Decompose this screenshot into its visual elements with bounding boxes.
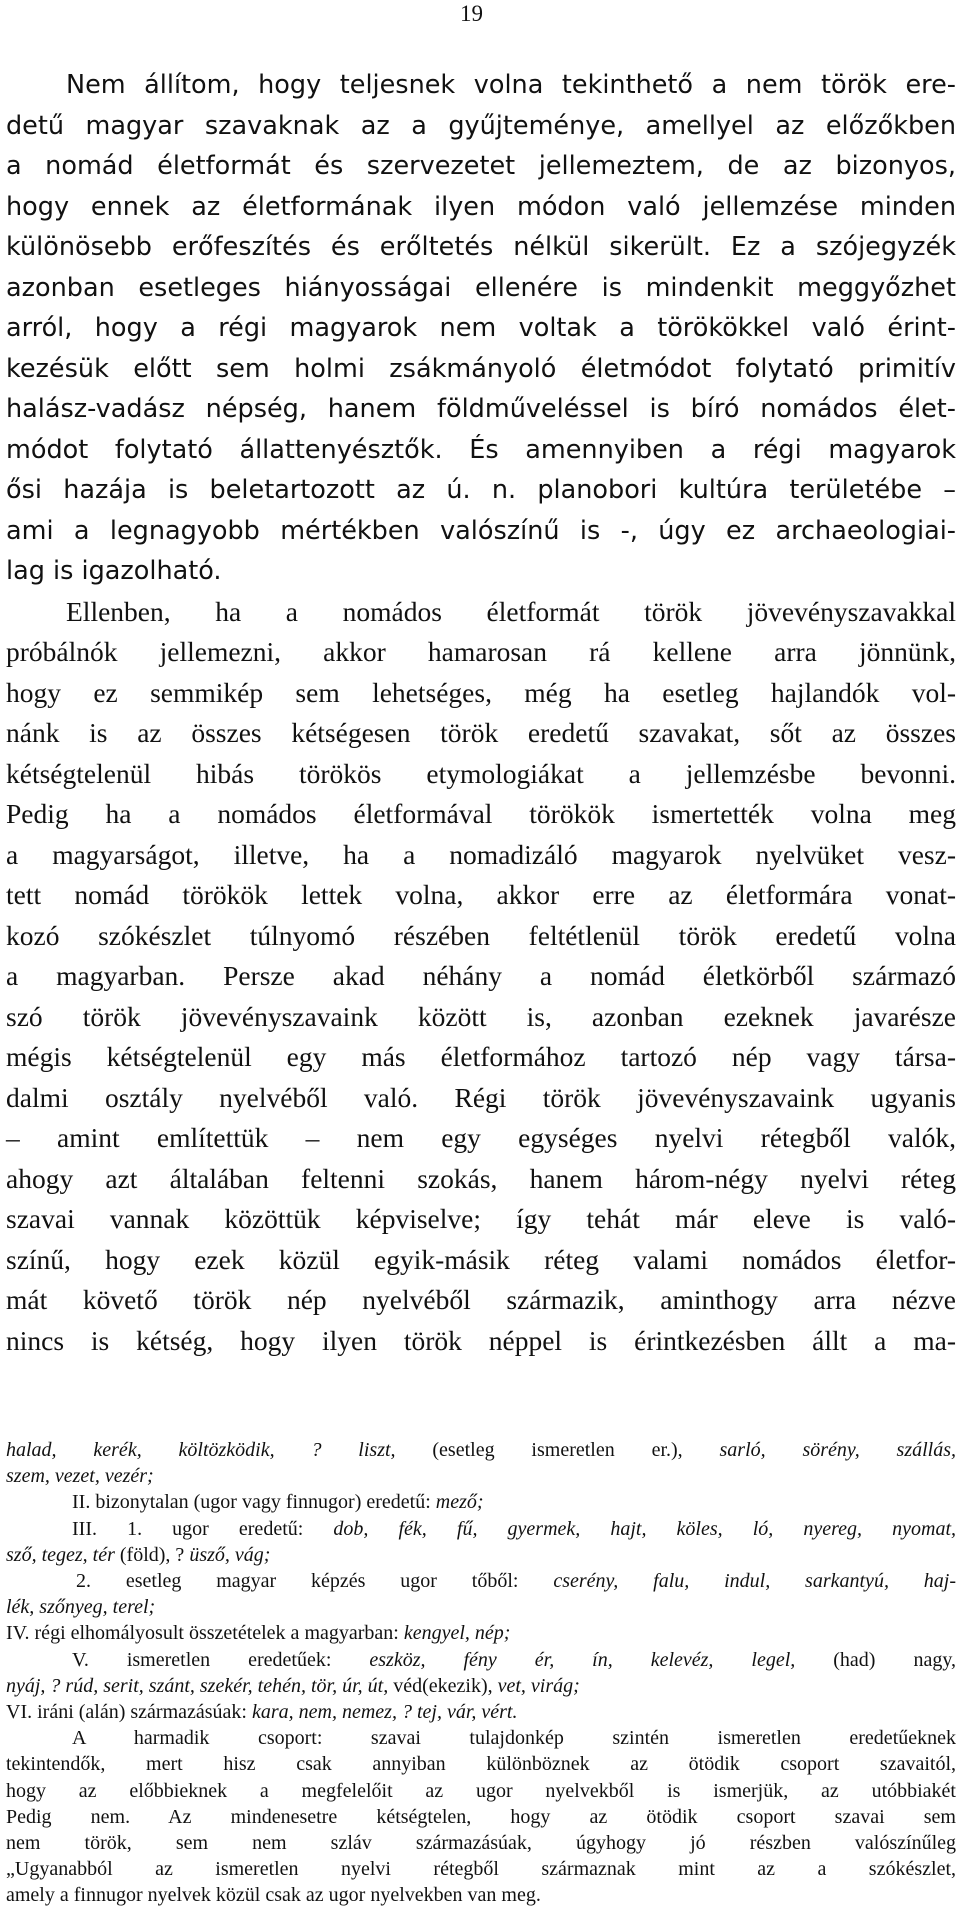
footnote-line [6, 1620, 956, 1646]
text-line: tett nomád törökök lettek volna, akkor erre az életformára vonat- [6, 879, 956, 910]
footnote-italic: kengyel, nép; [403, 1622, 511, 1645]
footnote-line: tekintendők, mert hisz csak annyiban különböznek az ötödik csoport szavaitól, [6, 1753, 956, 1776]
text-line: próbálnók jellemezni, akkor hamarosan rá kellene arra jönnünk, [6, 636, 956, 667]
text-line: ősi hazája is beletartozott az ú. n. planobori kultúra területébe – [6, 475, 956, 505]
text-line: nincs is kétség, hogy ilyen török néppel is érintkezésben állt a ma- [6, 1324, 956, 1356]
footnote-line [6, 1673, 956, 1699]
footnote-line: amely a finnugor nyelvek közül csak az ugor nyelvekben van meg. [6, 1884, 541, 1907]
text-line: hogy ez semmikép sem lehetséges, még ha esetleg hajlandók vol- [6, 676, 956, 708]
footnote-text: II. bizonytalan (ugor vagy finnugor) eredetű: [72, 1491, 431, 1514]
main-text [6, 65, 956, 1361]
footnote-line [6, 1516, 956, 1542]
footnote-italic: eszköz, fény ér, ín, kelevéz, legel, [369, 1648, 796, 1671]
footnote-text: VI. iráni (alán) származásúak: [6, 1701, 247, 1724]
footnote-italic: nyáj, ? rúd, serit, szánt, szekér, tehén, tör, úr, út, [6, 1674, 389, 1697]
text-line: szó török jövevényszavaink között is, azonban ezeknek javarésze [6, 1000, 956, 1032]
text-line: ahogy azt általában feltenni szokás, hanem három-négy nyelvi réteg [6, 1162, 956, 1194]
text-line: Nem állítom, hogy teljesnek volna tekinthető a nem török ere- [66, 70, 956, 100]
footnote-italic: lék, szőnyeg, terel; [6, 1596, 156, 1619]
text-line: kétségtelenül hibás törökös etymologiákat a jellemzésbe bevonni. [6, 757, 956, 789]
text-line: kozó szókészlet túlnyomó részében feltétlenül török eredetű volna [6, 919, 956, 951]
footnote-italic: cserény, falu, indul, sarkantyú, haj- [553, 1570, 957, 1593]
text-line: azonban esetleges hiányosságai ellenére is mindenkit meggyőzhet [6, 272, 956, 303]
text-line: a nomád életformát és szervezetet jellemeztem, de az bizonyos, [6, 151, 956, 181]
footnote-line: hogy az előbbieknek a megfelelőit az ugor nyelvekből is ismerjük, az utóbbiakét [6, 1779, 956, 1802]
footnote-text: V. ismeretlen eredetűek: [72, 1648, 332, 1671]
text-line: kezésük előtt sem holmi zsákmányoló életmódot folytató primitív [6, 353, 956, 384]
footnote-line: nem török, sem nem szláv származásúak, úgyhogy jó részben valószínűleg [6, 1832, 956, 1855]
footnote-line [6, 1463, 956, 1489]
text-line: hogy ennek az életformának ilyen módon való jellemzése minden [6, 191, 956, 222]
footnote-line [6, 1489, 956, 1515]
footnote-italic: sarló, sörény, szállás, [719, 1439, 957, 1461]
text-line: nánk is az összes kétségesen török eredetű szavakat, sőt az összes [6, 717, 956, 748]
footnote-text: (esetleg ismeretlen er.), [432, 1439, 683, 1461]
text-line: különösebb erőfeszítés és erőltetés nélkül sikerült. Ez a szójegyzék [6, 232, 956, 262]
text-line: – amint említettük – nem egy egységes nyelvi rétegből valók, [6, 1122, 956, 1153]
footnote-line: „Ugyanabból az ismeretlen nyelvi rétegből származnak mint az a szókészlet, [6, 1858, 956, 1881]
footnote-text: (föld), ? [119, 1543, 185, 1566]
text-line: mát követő török nép nyelvéből származik, aminthogy arra nézve [6, 1284, 956, 1315]
text-line: dalmi osztály nyelvéből való. Régi török jövevényszavaink ugyanis [6, 1081, 956, 1113]
text-line: arról, hogy a régi magyarok nem voltak a törökökkel való érint- [6, 313, 956, 343]
footnote-text: III. 1. ugor eredetű: [72, 1517, 304, 1540]
footnote-italic: halad, kerék, költözködik, ? liszt, [6, 1439, 396, 1461]
footnote-line [6, 1594, 956, 1620]
footnote-italic: vet, virág; [497, 1674, 580, 1697]
footnotes [6, 1437, 956, 1909]
text-line: módot folytató állattenyésztők. És amennyiben a régi magyarok [6, 434, 956, 465]
footnote-line [6, 1542, 956, 1568]
text-line: szavai vannak közöttük képviselve; így tehát már eleve is való- [6, 1203, 956, 1234]
page-number: 19 [460, 1, 483, 26]
paragraph-2 [6, 592, 956, 1362]
footnote-line: Pedig nem. Az mindenesetre kétségtelen, hogy az ötödik csoport szavai sem [6, 1805, 956, 1828]
text-line: halász-vadász népség, hanem földműveléssel is bíró nomádos élet- [6, 394, 956, 424]
footnote-text: IV. régi elhomályosult összetételek a magyarban: [6, 1622, 399, 1645]
footnote-italic: sző, tegez, tér [6, 1543, 115, 1566]
footnote-italic: kara, nem, nemez, ? tej, vár, vért. [252, 1701, 518, 1724]
footnote-italic: dob, fék, fű, gyermek, hajt, köles, ló, nyereg, nyomat, [333, 1517, 957, 1540]
text-line: a magyarban. Persze akad néhány a nomád életkörből származó [6, 960, 956, 991]
footnote-text: (had) nagy, [833, 1648, 957, 1671]
paragraph-1 [6, 65, 956, 592]
footnote-italic: szem, vezet, vezér; [6, 1465, 154, 1488]
text-line: ami a legnagyobb mértékben valószínű is -, úgy ez archaeologiai- [6, 515, 956, 546]
footnote-line: A harmadik csoport: szavai tulajdonkép szintén ismeretlen eredetűeknek [72, 1727, 956, 1750]
footnote-line [6, 1568, 956, 1594]
text-line: színű, hogy ezek közül egyik-másik réteg valami nomádos életfor- [6, 1243, 956, 1275]
footnote-line [6, 1437, 956, 1463]
footnote-line [6, 1647, 956, 1673]
text-line: Ellenben, ha a nomádos életformát török jövevényszavakkal [66, 595, 956, 627]
text-line: mégis kétségtelenül egy más életformához tartozó nép vagy társa- [6, 1041, 956, 1072]
footnote-italic: üsző, vág; [189, 1543, 271, 1566]
footnote-text: véd(ekezik), [393, 1674, 493, 1697]
footnote-text: 2. esetleg magyar képzés ugor tőből: [76, 1570, 519, 1593]
text-line: a magyarságot, illetve, ha a nomadizáló magyarok nyelvüket vesz- [6, 838, 956, 870]
footnote-line [6, 1699, 956, 1725]
text-line: detű magyar szavaknak az a gyűjteménye, amellyel az előzőkben [6, 110, 956, 141]
text-line: lag is igazolható. [6, 556, 222, 586]
footnote-italic: mező; [435, 1491, 484, 1514]
text-line: Pedig ha a nomádos életformával törökök ismertették volna meg [6, 798, 956, 829]
